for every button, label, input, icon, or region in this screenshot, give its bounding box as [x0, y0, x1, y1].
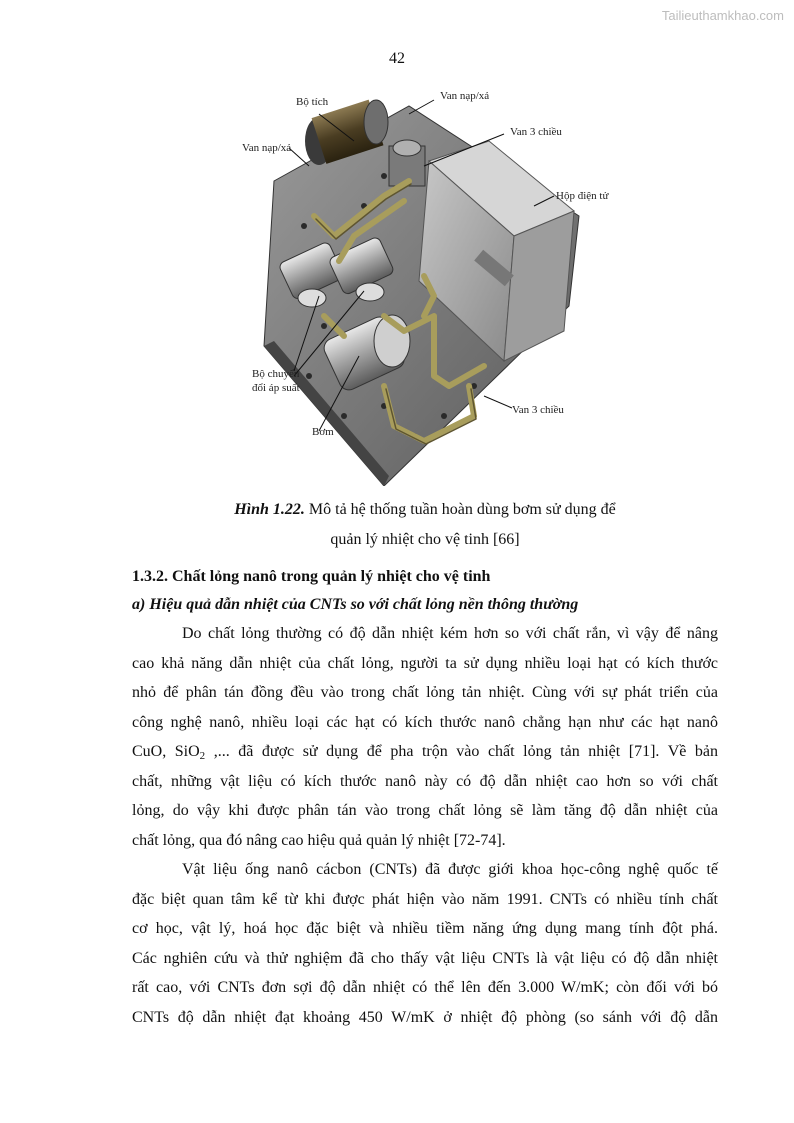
paragraph-1-line: Do chất lỏng thường có độ dẫn nhiệt kém hơn so với chất rắn, vì vậy để nâng: [182, 625, 718, 642]
page-number: 42: [389, 50, 405, 67]
section-heading: 1.3.2. Chất lỏng nanô trong quản lý nhiệt cho vệ tinh: [132, 568, 491, 585]
label-pressure-transducer-1: Bộ chuyển: [252, 368, 300, 380]
paragraph-2: [132, 855, 718, 1032]
label-electronics-box: Hộp điện tử: [556, 190, 609, 202]
paragraph-2-line: CNTs độ dẫn nhiệt đạt khoảng 450 W/mK ở nhiệt độ phòng (so sánh với độ dẫn: [132, 1008, 718, 1026]
caption-line-1: Hình 1.22. Mô tả hệ thống tuần hoàn dùng bơm sử dụng để: [234, 501, 616, 518]
paragraph-2-line: cơ học, vật lý, hoá học đặc biệt và nhiều tiềm năng ứng dụng mang tính đột phá.: [132, 920, 718, 937]
label-fill-drain-valve-left: Van nạp/xả: [242, 142, 292, 154]
figure-illustration: [234, 86, 654, 486]
paragraph-1-line: nhỏ để phân tán đồng đều vào trong chất lỏng tản nhiệt. Cùng với sự phát triển của: [132, 684, 718, 701]
paragraph-2-line: Vật liệu ống nanô cácbon (CNTs) đã được giới khoa học-công nghệ quốc tế: [182, 861, 718, 878]
paragraph-1-line: CuO, SiO$_2$ ,... đã được sử dụng để pha trộn vào chất lỏng tản nhiệt [71]. Về bản: [132, 743, 718, 762]
label-three-way-valve-bottom: Van 3 chiều: [512, 404, 564, 416]
label-pressure-transducer-2: đổi áp suất: [252, 382, 300, 394]
paragraph-2-line: đặc biệt quan tâm kể từ khi được phát hiện vào năm 1991. CNTs có nhiều tính chất: [132, 890, 718, 908]
subsection-heading: a) Hiệu quả dẫn nhiệt của CNTs so với chất lỏng nền thông thường: [132, 596, 579, 613]
label-accumulator: Bộ tích: [296, 96, 329, 108]
paragraph-1-line: lỏng, do vậy khi được phân tán vào trong chất lỏng sẽ làm tăng độ dẫn nhiệt của: [132, 802, 718, 819]
caption-line-2: quản lý nhiệt cho vệ tinh [66]: [330, 531, 520, 548]
caption-label: Hình 1.22.: [234, 501, 305, 518]
paragraph-1-line: cao khả năng dẫn nhiệt của chất lỏng, người ta sử dụng nhiều loại hạt có kích thước: [132, 654, 718, 672]
paragraph-2-line: Các nghiên cứu và thử nghiệm đã cho thấy vật liệu CNTs là vật liệu có độ dẫn nhiệt: [132, 949, 718, 967]
paragraph-1-line: chất lỏng, qua đó nâng cao hiệu quả quản lý nhiệt [72-74].: [132, 831, 506, 849]
figure-thermal-system: [234, 86, 654, 486]
label-fill-drain-valve-top: Van nạp/xả: [440, 90, 490, 102]
label-pump: Bơm: [312, 426, 334, 438]
paragraph-1-line: chất, những vật liệu có kích thước nanô này có độ dẫn nhiệt cao hơn so với chất: [132, 772, 718, 790]
label-three-way-valve-top: Van 3 chiều: [510, 126, 562, 138]
paragraph-1: [132, 619, 718, 855]
paragraph-1-line: công nghệ nanô, nhiều loại các hạt có kích thước nanô chẳng hạn như các hạt nanô: [132, 713, 718, 731]
figure-caption: [132, 495, 718, 555]
paragraph-2-line: rất cao, với CNTs đơn sợi độ dẫn nhiệt có thể lên đến 3.000 W/mK; còn đối với bó: [132, 979, 718, 996]
watermark: Tailieuthamkhao.com: [661, 8, 784, 23]
